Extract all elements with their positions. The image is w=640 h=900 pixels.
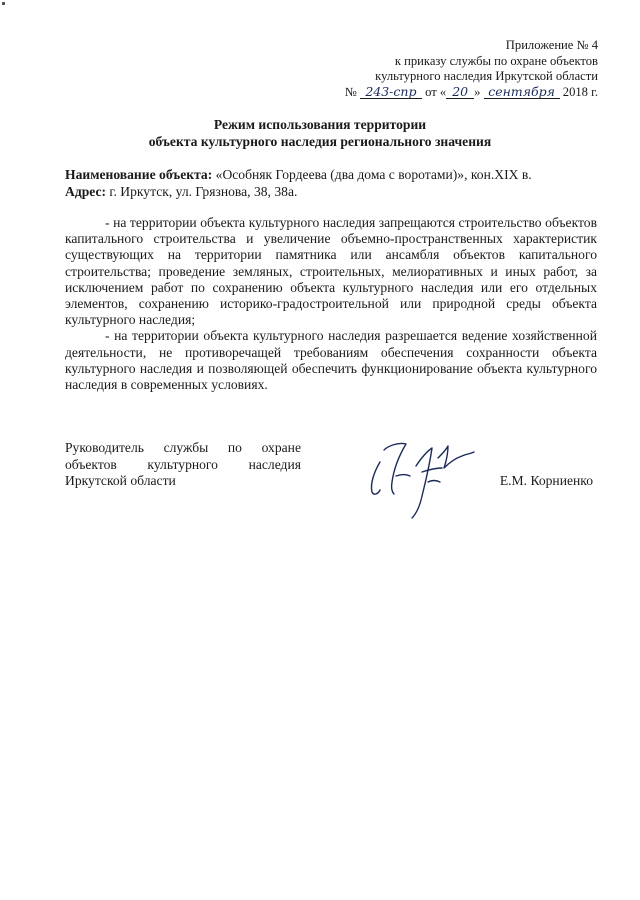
order-date-mid: » <box>474 84 481 99</box>
object-name-row <box>65 166 595 183</box>
regime-prohibitions: - на территории объекта культурного наследия запрещаются строительство объектов капитального строительства и увеличение объемно-пространственных характеристик существующих на территории памятника или ансамбля объектов капитального строительства; проведение земляных, строительных, мелиоративных и иных работ, за исключением работ по сохранению объекта культурного наследия или его отдельных элементов, сохранению историко-градостроительной или природной среды объекта культурного наследия; <box>65 215 597 328</box>
title-line-1: Режим использования территории <box>213 117 427 132</box>
signer-name: Е.М. Корниенко <box>499 473 593 488</box>
order-month-handwritten: сентября <box>484 85 560 99</box>
order-date-prefix: от « <box>425 84 447 99</box>
appendix-header <box>345 38 598 100</box>
order-year: 2018 г. <box>562 84 598 99</box>
object-address-value: г. Иркутск, ул. Грязнова, 38, 38а. <box>109 184 298 199</box>
appendix-number: Приложение № 4 <box>505 38 598 52</box>
signer-position: Руководитель службы по охране объектов культурного наследия Иркутской области <box>65 440 301 488</box>
object-info <box>65 166 595 200</box>
document-title <box>0 116 640 150</box>
appendix-authority: культурного наследия Иркутской области <box>375 69 598 83</box>
order-number-prefix: № <box>344 84 357 99</box>
handwritten-signature <box>366 432 476 522</box>
object-name-label: Наименование объекта: <box>65 167 213 182</box>
object-address-label: Адрес: <box>65 184 107 199</box>
appendix-order-line <box>345 85 598 101</box>
scan-mark <box>2 2 5 5</box>
regime-text <box>65 215 597 393</box>
regime-permissions: - на территории объекта культурного наследия разрешается ведение хозяйственной деятельности, не противоречащей требованиям обеспечения сохранности объекта культурного наследия и позволяющей обеспечить функционирование объекта культурного наследия в современных условиях. <box>65 328 597 393</box>
order-number-handwritten: 243-спр <box>360 85 422 99</box>
order-day-handwritten: 20 <box>446 85 474 99</box>
object-address-row <box>65 183 595 200</box>
title-line-2: объекта культурного наследия регионального значения <box>148 134 492 149</box>
appendix-order-ref: к приказу службы по охране объектов <box>394 53 598 68</box>
object-name-value: «Особняк Гордеева (два дома с воротами)», кон.XIX в. <box>215 167 532 182</box>
